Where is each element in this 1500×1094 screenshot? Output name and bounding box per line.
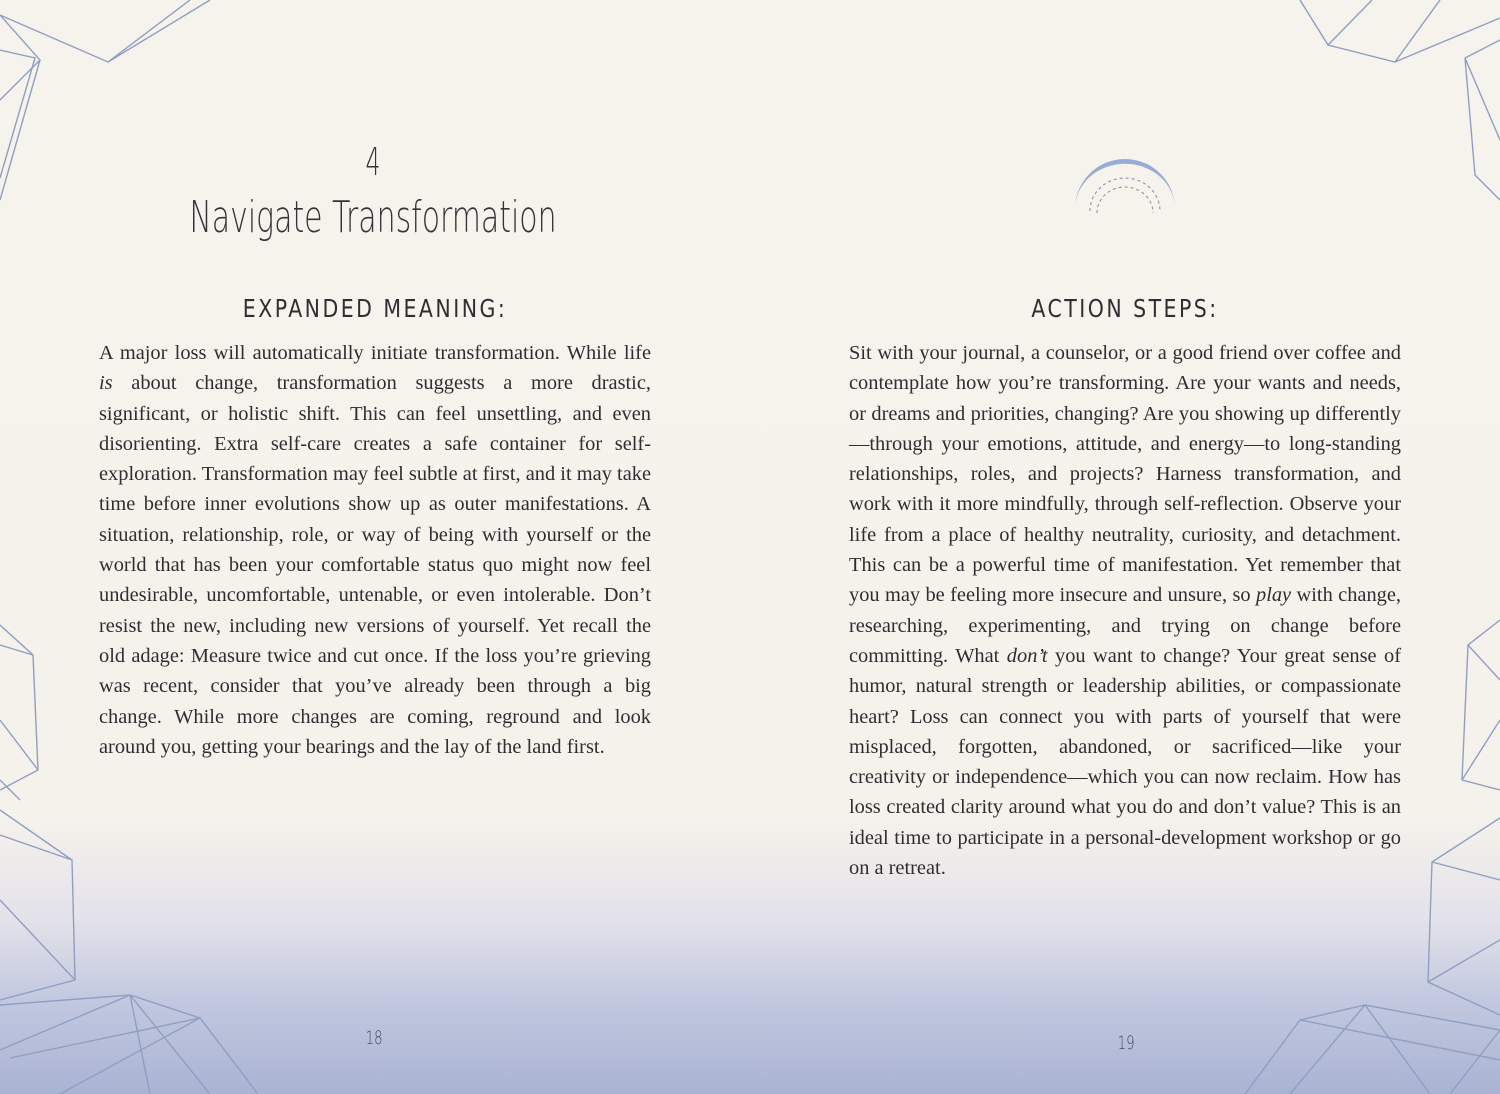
expanded-meaning-paragraph: A major loss will automatically initiate transformation. While life is about change, transformation suggests a more drastic, significant, or holistic shift. This can feel unsettling, and even disorienting. Extra self-care creates a safe container for self-exploration. Transformation may feel subtle at first, and it may take time before inner evolutions show up as outer manifestations. A situation, relationship, role, or way of being with yourself or the world that has been your comfortable status quo might now feel undesirable, uncomfortable, untenable, or even intolerable. Don’t resist the new, including new versions of yourself. Yet recall the old adage: Measure twice and cut once. If the loss you’re grieving was recent, consider that you’ve already been through a big change. While more changes are coming, reground and look around you, getting your bearings and the lay of the land first. — [99, 342, 651, 758]
chapter-title: Navigate Transformation — [189, 192, 557, 243]
expanded-meaning-heading: EXPANDED MEANING: — [242, 294, 508, 323]
crescent-moon-icon — [1073, 143, 1177, 218]
action-steps-heading: ACTION STEPS: — [1031, 294, 1219, 323]
action-steps-paragraph: Sit with your journal, a counselor, or a good friend over coffee and contemplate how you’re transforming. Are your wants and needs, or dreams and priorities, changing? Are you showing up differently—through your emotions, attitude, and energy—to long-standing relationships, roles, and projects? Harness transformation, and work with it more mindfully, through self-reflection. Observe your life from a place of healthy neutrality, curiosity, and detachment. This can be a powerful time of manifestation. Yet remember that you may be feeling more insecure and unsure, so play with change, researching, experimenting, and trying on change before committing. What don’t you want to change? Your great sense of humor, natural strength or leadership abilities, or compassionate heart? Loss can connect you with parts of yourself that were misplaced, forgotten, abandoned, or sacrificed—like your creativity or independence—which you can now reclaim. How has loss created clarity around what you do and don’t value? This is an ideal time to participate in a personal-development workshop or go on a retreat. — [849, 342, 1401, 880]
chapter-number: 4 — [365, 140, 381, 184]
page-number-left: 18 — [365, 1027, 383, 1049]
page-number-right: 19 — [1117, 1032, 1135, 1054]
right-page — [750, 0, 1500, 1094]
